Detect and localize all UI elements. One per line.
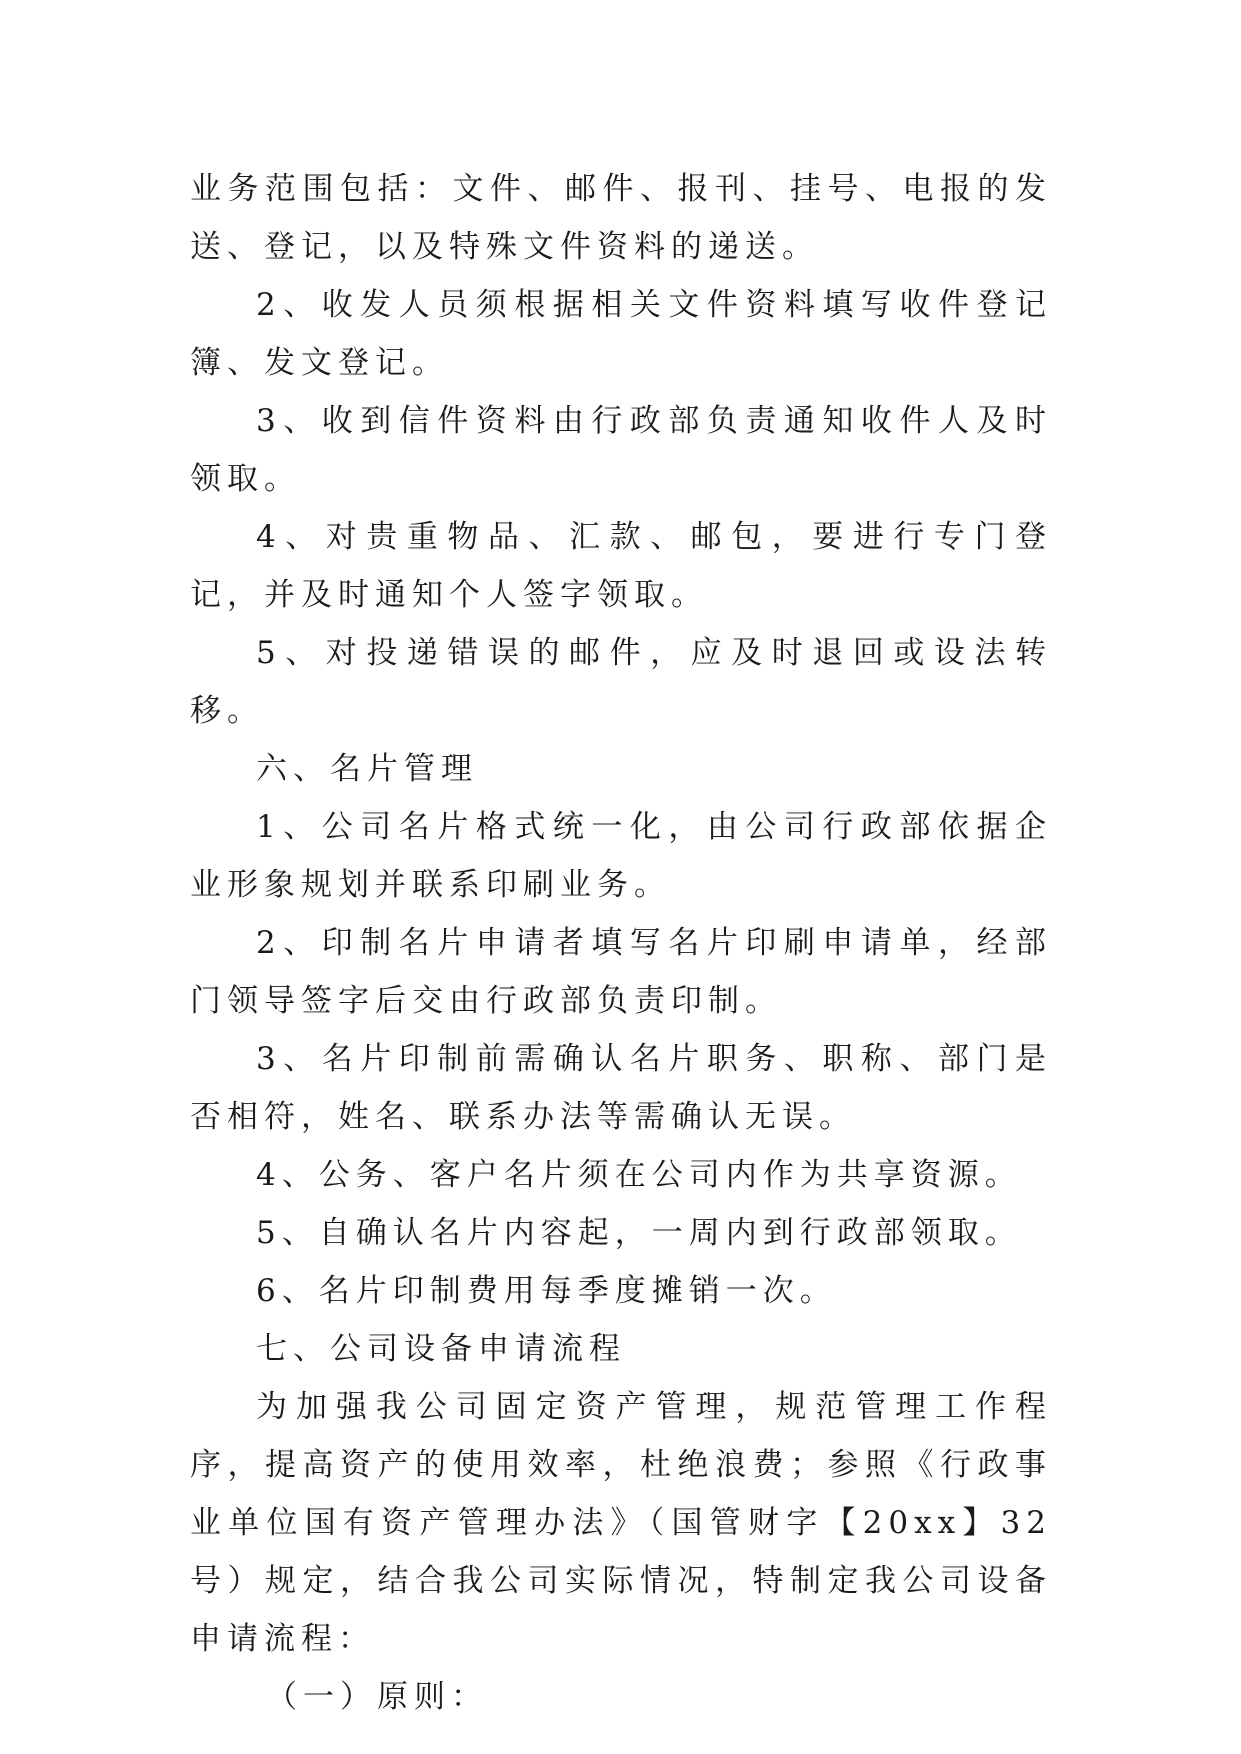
subheading-principles: （一）原则： [266,1679,488,1715]
paragraph-equipment-intro: 为加强我公司固定资产管理，规范管理工作程序，提高资产的使用效率，杜绝浪费；参照《行政事业单位国有资产管理办法》（国管财字【20xx】32号）规定，结合我公司实际情况，特制定我公司设备申请流程： [190,1389,1052,1657]
paragraph-card-item-1: 1、公司名片格式统一化，由公司行政部依据企业形象规划并联系印刷业务。 [190,809,1052,903]
paragraph-item-5-misdelivery: 5、对投递错误的邮件，应及时退回或设法转移。 [190,635,1052,729]
paragraph-card-item-5: 5、自确认名片内容起，一周内到行政部领取。 [256,1215,1022,1251]
document-body [190,160,1052,1726]
section-heading-business-cards: 六、名片管理 [256,751,478,787]
paragraph-item-2-register: 2、收发人员须根据相关文件资料填写收件登记簿、发文登记。 [190,287,1052,381]
paragraph-item-3-notify: 3、收到信件资料由行政部负责通知收件人及时领取。 [190,403,1052,497]
paragraph-item-4-valuables: 4、对贵重物品、汇款、邮包，要进行专门登记，并及时通知个人签字领取。 [190,519,1052,613]
paragraph-card-item-6: 6、名片印制费用每季度摊销一次。 [256,1273,837,1309]
paragraph-scope: 业务范围包括：文件、邮件、报刊、挂号、电报的发送、登记，以及特殊文件资料的递送。 [190,171,1052,265]
section-heading-equipment-request: 七、公司设备申请流程 [256,1331,626,1367]
paragraph-card-item-4: 4、公务、客户名片须在公司内作为共享资源。 [256,1157,1022,1193]
paragraph-card-item-3: 3、名片印制前需确认名片职务、职称、部门是否相符，姓名、联系办法等需确认无误。 [190,1041,1052,1135]
paragraph-card-item-2: 2、印制名片申请者填写名片印刷申请单，经部门领导签字后交由行政部负责印制。 [190,925,1052,1019]
